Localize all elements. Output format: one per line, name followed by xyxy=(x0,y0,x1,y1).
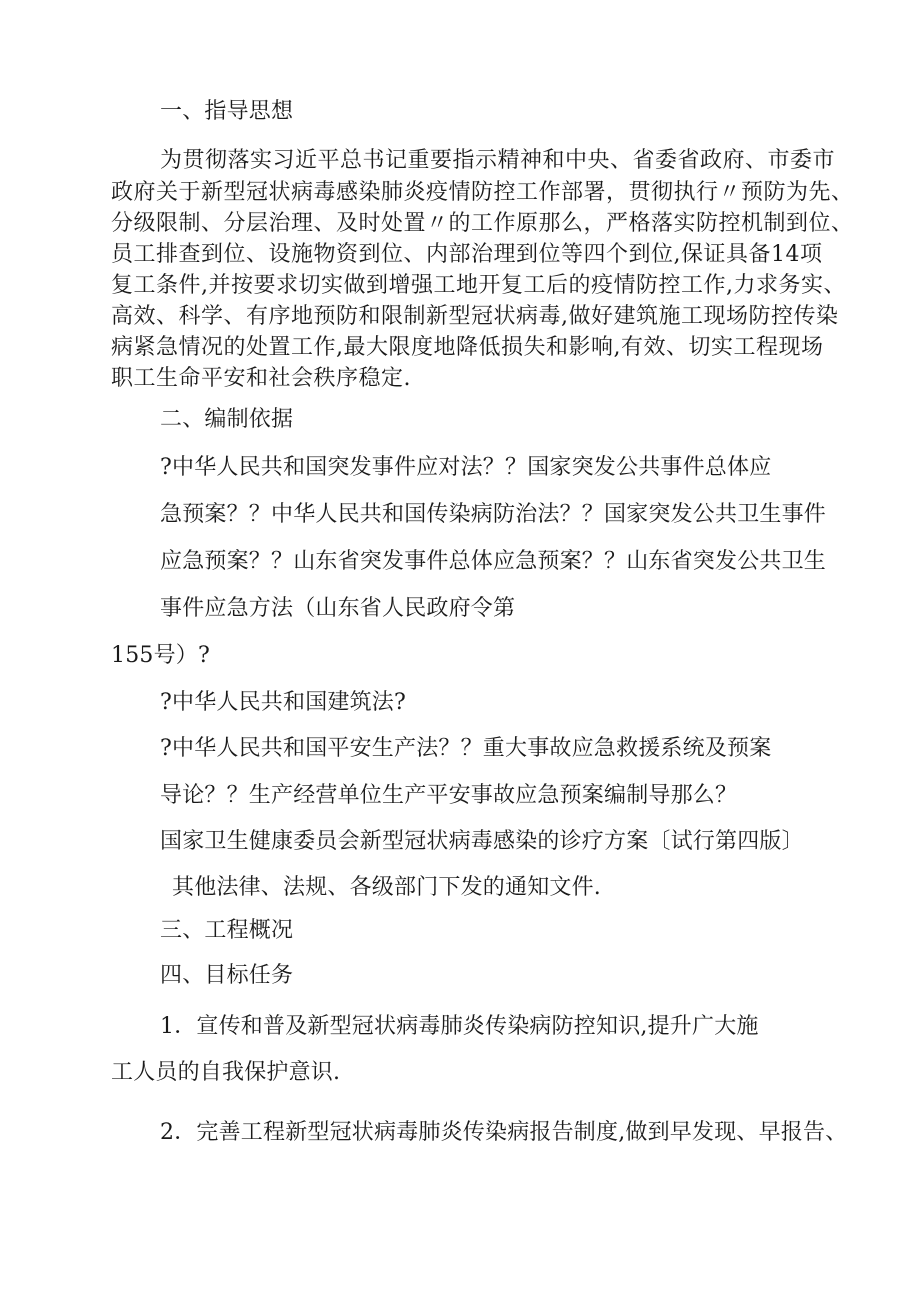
section-heading-project-overview: 三、工程概况 xyxy=(160,918,294,943)
paragraph-line: 员工排查到位、设施物资到位、内部治理到位等四个到位,保证具备14项 xyxy=(111,242,823,267)
paragraph-line: 职工生命平安和社会秩序稳定. xyxy=(111,366,411,391)
objective-item-line: 1．宣传和普及新型冠状病毒肺炎传染病防控知识,提升广大施 xyxy=(160,1014,759,1039)
objective-item-line: 工人员的自我保护意识. xyxy=(111,1060,341,1085)
basis-line: 急预案？？中华人民共和国传染病防治法？？国家突发公共卫生事件 xyxy=(160,502,827,527)
paragraph-line: 为贯彻落实习近平总书记重要指示精神和中央、省委省政府、市委市 xyxy=(160,148,836,173)
section-heading-guiding-ideology: 一、指导思想 xyxy=(160,99,294,124)
basis-line: ?中华人民共和国建筑法? xyxy=(160,690,406,715)
basis-line: 应急预案？？山东省突发事件总体应急预案？？山东省突发公共卫生 xyxy=(160,549,827,574)
paragraph-line: 政府关于新型冠状病毒感染肺炎疫情防控工作部署，贯彻执行〃预防为先、 xyxy=(111,180,854,205)
paragraph-line: 分级限制、分层治理、及时处置〃的工作原那么，严格落实防控机制到位、 xyxy=(111,211,854,236)
section-heading-objectives: 四、目标任务 xyxy=(160,963,294,988)
basis-line: ?中华人民共和国突发事件应对法？？国家突发公共事件总体应 xyxy=(160,455,772,480)
section-heading-compilation-basis: 二、编制依据 xyxy=(160,407,294,432)
basis-line: ?中华人民共和国平安生产法？？重大事故应急救援系统及预案 xyxy=(160,736,772,761)
basis-line: 导论？？生产经营单位生产平安事故应急预案编制导那么？ xyxy=(160,783,738,808)
paragraph-line: 复工条件,并按要求切实做到增强工地开复工后的疫情防控工作,力求务实、 xyxy=(111,273,846,298)
basis-line: 155号）? xyxy=(111,643,210,668)
basis-line: 其他法律、法规、各级部门下发的通知文件. xyxy=(172,875,601,900)
basis-line: 事件应急方法（山东省人民政府令第 xyxy=(160,596,516,621)
paragraph-line: 高效、科学、有序地预防和限制新型冠状病毒,做好建筑施工现场防控传染 xyxy=(111,304,839,329)
basis-line: 国家卫生健康委员会新型冠状病毒感染的诊疗方案〔试行第四版〕 xyxy=(160,829,804,854)
paragraph-line: 病紧急情况的处置工作,最大限度地降低损失和影响,有效、切实工程现场 xyxy=(111,335,824,360)
objective-item-line: 2．完善工程新型冠状病毒肺炎传染病报告制度,做到早发现、早报告、 xyxy=(160,1120,848,1145)
